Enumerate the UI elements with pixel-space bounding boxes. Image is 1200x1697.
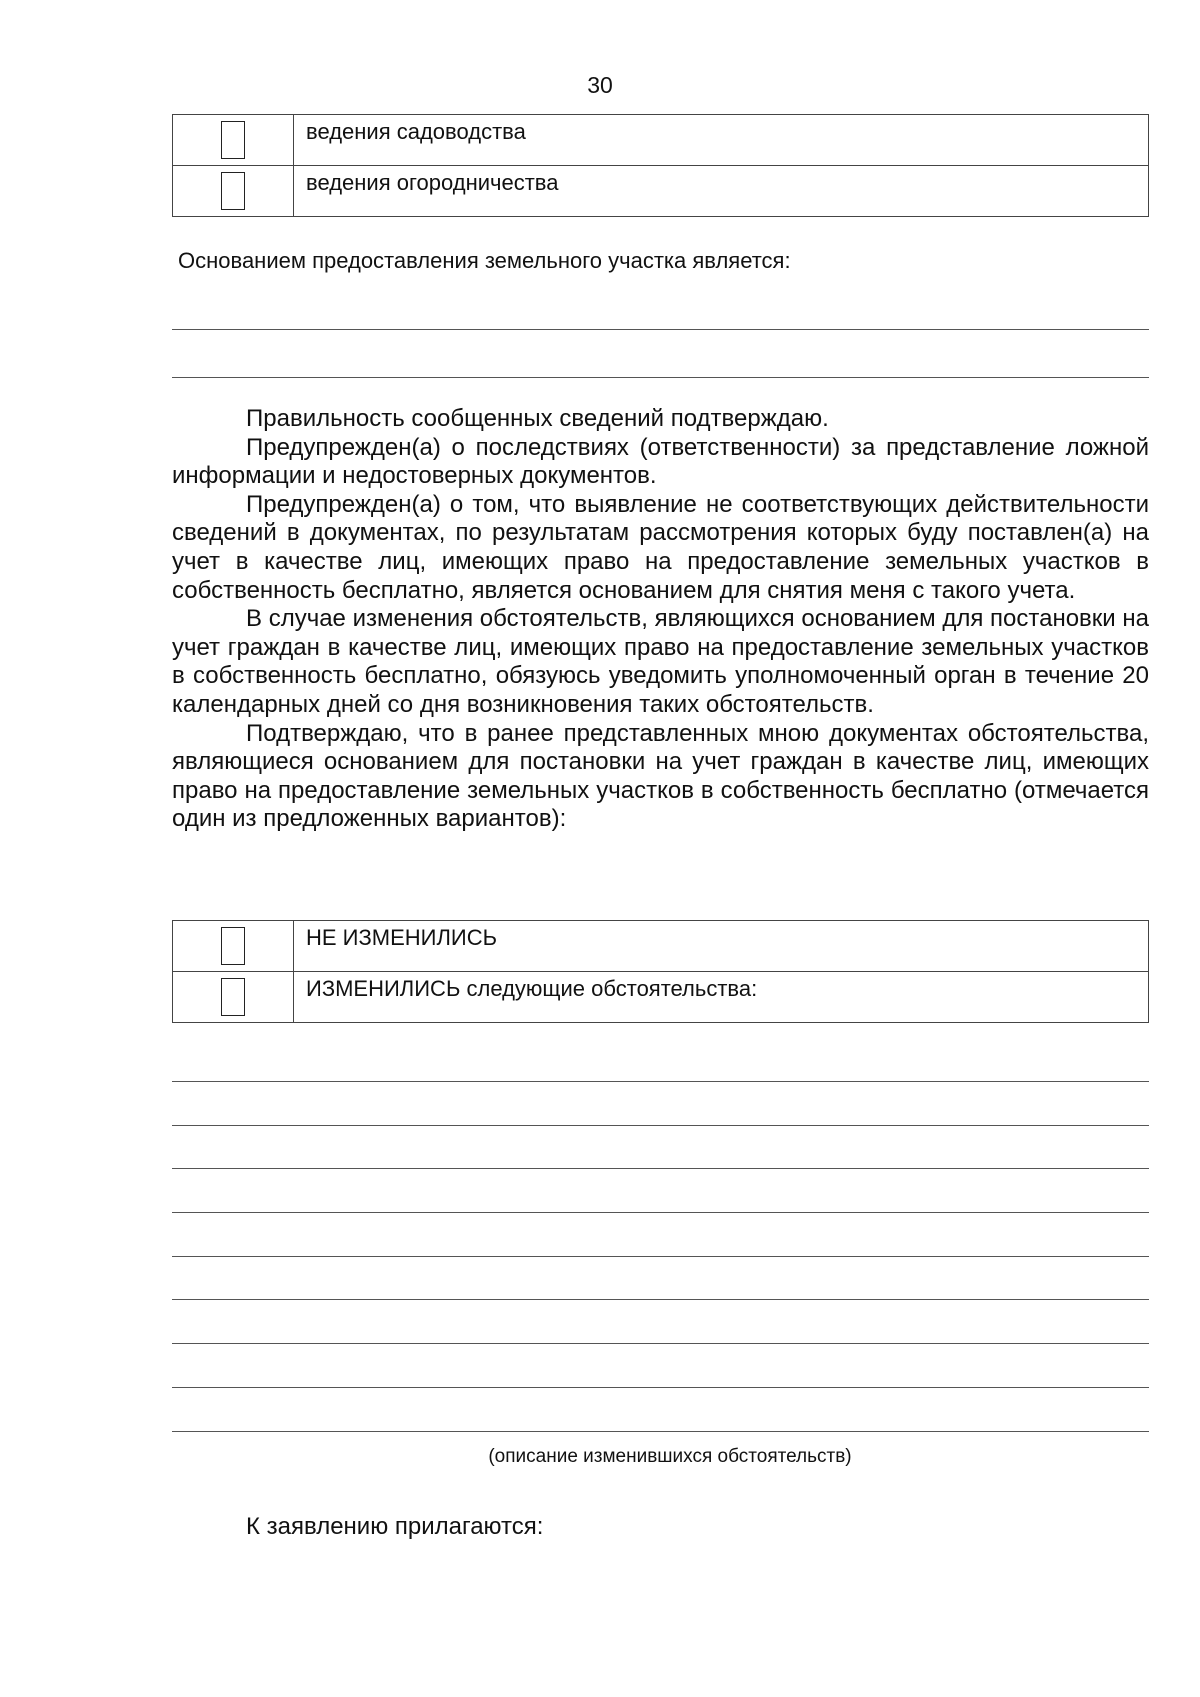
paragraph: Предупрежден(а) о последствиях (ответственности) за представление ложной информации и недостоверных документов. (172, 433, 1149, 490)
option-label: НЕ ИЗМЕНИЛИСЬ (294, 921, 1149, 972)
description-fill-line[interactable] (172, 1212, 1149, 1213)
declaration-text (172, 405, 1149, 834)
description-fill-line[interactable] (172, 1343, 1149, 1344)
description-fill-line[interactable] (172, 1299, 1149, 1300)
checkbox-not-changed[interactable] (221, 927, 245, 965)
table-row (173, 166, 1149, 217)
checkbox-changed[interactable] (221, 978, 245, 1016)
attachments-heading: К заявлению прилагаются: (246, 1513, 544, 1540)
description-fill-line[interactable] (172, 1081, 1149, 1082)
paragraph: В случае изменения обстоятельств, являющихся основанием для постановки на учет граждан в качестве лиц, имеющих право на предоставление земельных участков в собственность бесплатно, обязуюсь уведомить уполномоченный орган в течение 20 календарных дней со дня возникновения таких обстоятельств. (172, 605, 1149, 718)
paragraph: Правильность сообщенных сведений подтверждаю. (246, 405, 829, 432)
description-fill-line[interactable] (172, 1431, 1149, 1432)
table-row (173, 921, 1149, 972)
description-caption: (описание изменившихся обстоятельств) (488, 1446, 852, 1467)
checkbox-vegetable-gardening[interactable] (221, 172, 245, 210)
basis-heading: Основанием предоставления земельного участка является: (178, 248, 791, 273)
table-row (173, 115, 1149, 166)
table-row (173, 972, 1149, 1023)
paragraph: Подтверждаю, что в ранее представленных мною документах обстоятельства, являющиеся основанием для постановки на учет граждан в качестве лиц, имеющих право на предоставление земельных участков в собственность бесплатно (отмечается один из предложенных вариантов): (172, 719, 1149, 833)
description-fill-line[interactable] (172, 1387, 1149, 1388)
paragraph: Предупрежден(а) о том, что выявление не соответствующих действительности сведений в документах, по результатам рассмотрения которых буду поставлен(а) на учет в качестве лиц, имеющих право на предоставление земельных участков в собственность бесплатно, является основанием для снятия меня с такого учета. (172, 490, 1149, 604)
page-number: 30 (587, 72, 613, 98)
basis-fill-line[interactable] (172, 329, 1149, 330)
description-fill-line[interactable] (172, 1256, 1149, 1257)
option-label: ведения огородничества (294, 166, 1149, 217)
basis-fill-line[interactable] (172, 377, 1149, 378)
purpose-options-table (172, 114, 1149, 217)
option-label: ведения садоводства (294, 115, 1149, 166)
description-fill-line[interactable] (172, 1168, 1149, 1169)
change-options-table (172, 920, 1149, 1023)
checkbox-gardening[interactable] (221, 121, 245, 159)
description-fill-line[interactable] (172, 1125, 1149, 1126)
option-label: ИЗМЕНИЛИСЬ следующие обстоятельства: (294, 972, 1149, 1023)
